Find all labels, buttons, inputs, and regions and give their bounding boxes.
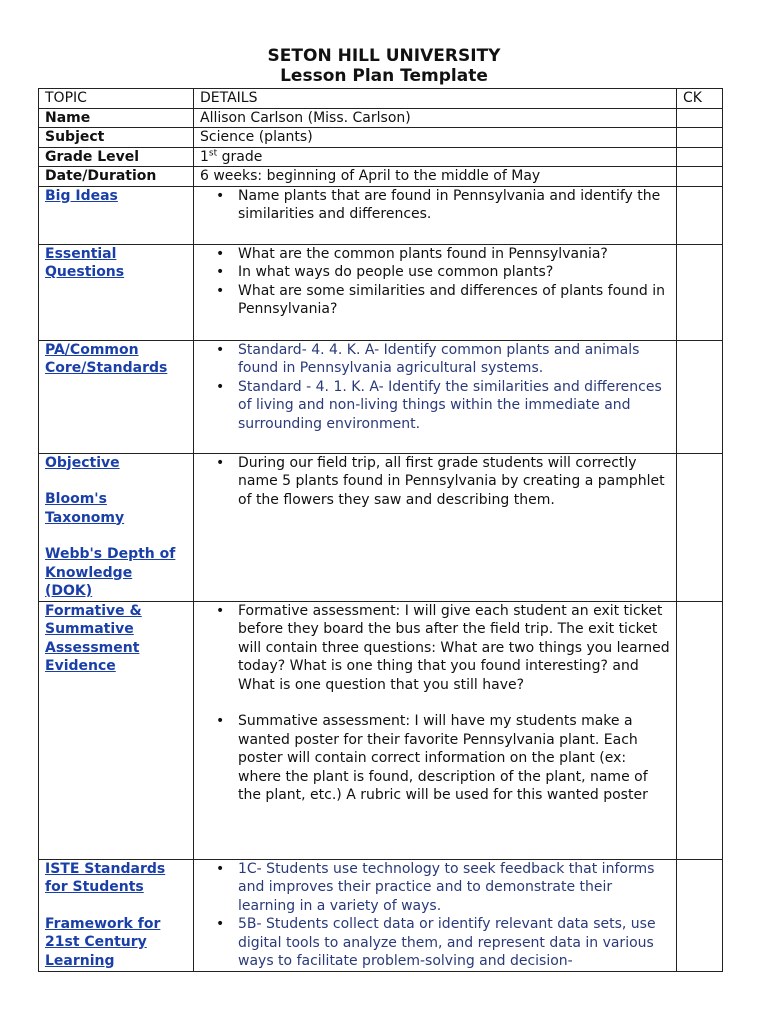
university-name: SETON HILL UNIVERSITY — [267, 46, 501, 66]
table-row — [39, 147, 723, 167]
table-row — [39, 186, 723, 244]
table-row — [39, 167, 723, 187]
template-name: Lesson Plan Template — [280, 66, 488, 86]
big-ideas-list — [200, 187, 670, 224]
ck-cell — [677, 244, 723, 340]
row-value-grade: 1st grade — [194, 147, 677, 167]
framework-21st-century-link[interactable]: Framework for 21st Century Learning — [45, 915, 161, 969]
row-value-name: Allison Carlson (Miss. Carlson) — [194, 108, 677, 128]
table-row — [39, 244, 723, 340]
table-row — [39, 108, 723, 128]
list-item: • What are some similarities and differences of plants found in Pennsylvania? — [238, 282, 670, 319]
col-header-ck: CK — [677, 89, 723, 109]
list-item: • Summative assessment: I will have my students make a wanted poster for their favorite Pennsylvania plant. Each poster will contain correct information on the plant (ex: where the plant is found, description of the plant, name of the plant, etc.) A rubric will be used for this wanted poster — [238, 712, 670, 805]
table-row — [39, 453, 723, 601]
list-item: • Name plants that are found in Pennsylvania and identify the similarities and differences. — [238, 187, 670, 224]
standards-list — [200, 341, 670, 434]
table-row — [39, 128, 723, 148]
row-label-subject: Subject — [39, 128, 194, 148]
ck-cell — [677, 128, 723, 148]
row-label-grade: Grade Level — [39, 147, 194, 167]
list-item: • Standard- 4. 4. K. A- Identify common plants and animals found in Pennsylvania agricultural systems. — [238, 341, 670, 378]
standards-link[interactable]: PA/Common Core/Standards — [45, 341, 168, 376]
row-value-duration: 6 weeks: beginning of April to the middle of May — [194, 167, 677, 187]
ck-cell — [677, 601, 723, 859]
essential-questions-list — [200, 245, 670, 319]
iste-standards-link[interactable]: ISTE Standards for Students — [45, 860, 166, 895]
ck-cell — [677, 167, 723, 187]
ck-cell — [677, 147, 723, 167]
ck-cell — [677, 108, 723, 128]
header-row — [39, 89, 723, 109]
assessment-list — [200, 602, 670, 805]
list-item: • Standard - 4. 1. K. A- Identify the similarities and differences of living and non-living things within the immediate and surrounding environment. — [238, 378, 670, 434]
blooms-taxonomy-link[interactable]: Bloom's Taxonomy — [45, 491, 125, 526]
objective-list — [200, 454, 670, 510]
webbs-dok-link[interactable]: Webb's Depth of Knowledge (DOK) — [45, 546, 176, 599]
iste-list — [200, 860, 670, 971]
essential-questions-link[interactable]: Essential Questions — [45, 245, 125, 280]
list-item: • Formative assessment: I will give each student an exit ticket before they board the bus after the field trip. The exit ticket will contain three questions: What are two things you learned today? What is one thing that you found interesting? and What is one question that you still have? — [238, 602, 670, 695]
row-value-subject: Science (plants) — [194, 128, 677, 148]
ck-cell — [677, 340, 723, 453]
list-item: • 1C- Students use technology to seek feedback that informs and improves their practice and to demonstrate their learning in a variety of ways. — [238, 860, 670, 916]
col-header-details: DETAILS — [194, 89, 677, 109]
ck-cell — [677, 186, 723, 244]
list-item: • In what ways do people use common plants? — [238, 263, 670, 282]
table-row — [39, 340, 723, 453]
ck-cell — [677, 453, 723, 601]
document-title — [0, 46, 768, 86]
ck-cell — [677, 859, 723, 971]
objective-link[interactable]: Objective — [45, 454, 120, 471]
big-ideas-link[interactable]: Big Ideas — [45, 187, 118, 204]
assessment-link[interactable]: Formative & Summative Assessment Evidence — [45, 602, 142, 674]
list-item: • During our field trip, all first grade students will correctly name 5 plants found in Pennsylvania by creating a pamphlet of the flowers they saw and describing them. — [238, 454, 670, 510]
col-header-topic: TOPIC — [39, 89, 194, 109]
lesson-plan-table — [38, 88, 723, 972]
row-label-name: Name — [39, 108, 194, 128]
table-row — [39, 601, 723, 859]
table-row — [39, 859, 723, 971]
list-item: • What are the common plants found in Pennsylvania? — [238, 245, 670, 264]
row-label-duration: Date/Duration — [39, 167, 194, 187]
list-item: • 5B- Students collect data or identify relevant data sets, use digital tools to analyze them, and represent data in various ways to facilitate problem-solving and decision- — [238, 915, 670, 971]
